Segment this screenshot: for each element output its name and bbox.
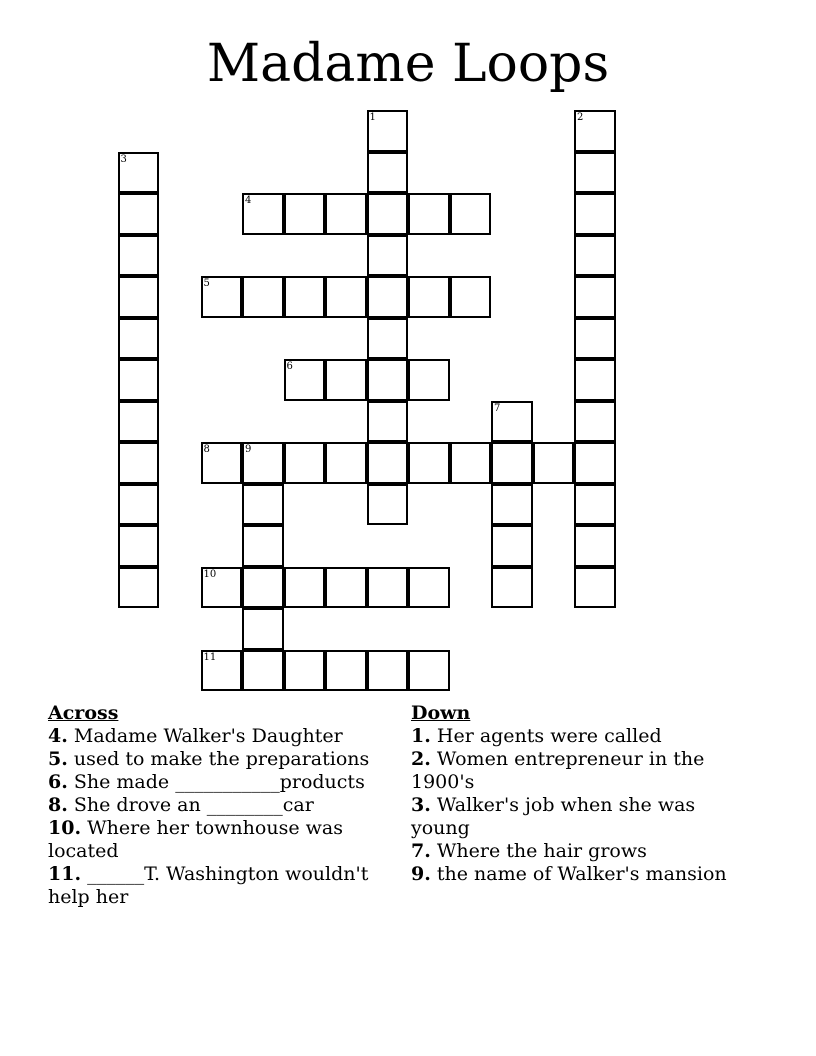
grid-cell[interactable] — [574, 235, 616, 277]
clue-item — [48, 794, 388, 817]
grid-cell[interactable] — [201, 442, 243, 484]
clue-number: 5 — [203, 278, 210, 289]
clue-number: 2 — [577, 112, 584, 123]
grid-cell[interactable] — [408, 442, 450, 484]
clue-item — [411, 725, 756, 748]
grid-cell[interactable] — [491, 525, 533, 567]
grid-cell[interactable] — [325, 193, 367, 235]
grid-cell[interactable] — [574, 359, 616, 401]
grid-cell[interactable] — [201, 276, 243, 318]
grid-cell[interactable] — [408, 359, 450, 401]
grid-cell[interactable] — [533, 442, 575, 484]
clue-item-text: Women entrepreneur in the 1900's — [411, 748, 705, 793]
clue-item-number: 4. — [48, 725, 68, 747]
clue-item — [411, 794, 756, 840]
clue-item — [48, 863, 388, 909]
grid-cell[interactable] — [242, 608, 284, 650]
grid-cell[interactable] — [408, 567, 450, 609]
clue-number: 9 — [245, 444, 252, 455]
grid-cell[interactable] — [118, 193, 160, 235]
clue-item-text: the name of Walker's mansion — [430, 863, 727, 885]
grid-cell[interactable] — [118, 525, 160, 567]
grid-cell[interactable] — [491, 567, 533, 609]
grid-cell[interactable] — [118, 318, 160, 360]
grid-cell[interactable] — [367, 484, 409, 526]
clue-number: 4 — [245, 195, 252, 206]
grid-cell[interactable] — [325, 359, 367, 401]
grid-cell[interactable] — [242, 525, 284, 567]
grid-cell[interactable] — [574, 442, 616, 484]
clue-item-text: used to make the preparations — [67, 748, 370, 770]
grid-cell[interactable] — [201, 567, 243, 609]
grid-cell[interactable] — [284, 442, 326, 484]
grid-cell[interactable] — [118, 359, 160, 401]
grid-cell[interactable] — [325, 650, 367, 692]
grid-cell[interactable] — [242, 276, 284, 318]
clue-item-number: 11. — [48, 863, 82, 885]
across-clues — [48, 701, 388, 909]
down-clue-list — [411, 725, 756, 886]
clue-item — [411, 863, 756, 886]
clue-item — [48, 771, 388, 794]
clue-number: 6 — [286, 361, 293, 372]
clue-item — [48, 748, 388, 771]
across-heading: Across — [48, 702, 119, 724]
grid-cell[interactable] — [284, 276, 326, 318]
clue-item-number: 5. — [48, 748, 68, 770]
grid-cell[interactable] — [450, 193, 492, 235]
clue-number: 11 — [203, 651, 217, 663]
grid-cell[interactable] — [118, 401, 160, 443]
clue-item-text: Where the hair grows — [430, 840, 647, 862]
grid-cell[interactable] — [325, 567, 367, 609]
grid-cell[interactable] — [450, 442, 492, 484]
clue-item-text: Where her townhouse was located — [48, 817, 343, 862]
grid-cell[interactable] — [367, 359, 409, 401]
clue-item-number: 3. — [411, 794, 431, 816]
clue-item-number: 1. — [411, 725, 431, 747]
clue-item-number: 9. — [411, 863, 431, 885]
grid-cell[interactable] — [118, 484, 160, 526]
grid-cell[interactable] — [118, 152, 160, 194]
grid-cell[interactable] — [574, 567, 616, 609]
grid-cell[interactable] — [284, 650, 326, 692]
grid-cell[interactable] — [574, 193, 616, 235]
grid-cell[interactable] — [367, 193, 409, 235]
clue-item — [411, 748, 756, 794]
grid-cell[interactable] — [574, 152, 616, 194]
grid-cell[interactable] — [491, 484, 533, 526]
clue-item-text: Walker's job when she was young — [411, 794, 696, 839]
across-clue-list — [48, 725, 388, 909]
clue-item-number: 7. — [411, 840, 431, 862]
grid-cell[interactable] — [284, 359, 326, 401]
grid-cell[interactable] — [574, 525, 616, 567]
grid-cell[interactable] — [491, 442, 533, 484]
clue-number: 1 — [369, 112, 376, 123]
grid-cell[interactable] — [367, 110, 409, 152]
clue-item — [411, 840, 756, 863]
grid-cell[interactable] — [284, 193, 326, 235]
grid-cell[interactable] — [118, 276, 160, 318]
down-clues — [411, 701, 756, 886]
clue-item-number: 10. — [48, 817, 82, 839]
grid-cell[interactable] — [201, 650, 243, 692]
grid-cell[interactable] — [242, 193, 284, 235]
grid-cell[interactable] — [118, 442, 160, 484]
clue-item-number: 8. — [48, 794, 68, 816]
down-heading: Down — [411, 702, 471, 724]
grid-cell[interactable] — [574, 318, 616, 360]
clue-number: 7 — [494, 402, 501, 414]
grid-cell[interactable] — [242, 484, 284, 526]
clue-item-text: She drove an ________car — [67, 794, 314, 816]
clue-item — [48, 725, 388, 748]
clue-item-text: Madame Walker's Daughter — [67, 725, 343, 747]
clue-item-number: 2. — [411, 748, 431, 770]
grid-cell[interactable] — [118, 567, 160, 609]
clue-number: 3 — [120, 153, 127, 165]
grid-cell[interactable] — [491, 401, 533, 443]
grid-cell[interactable] — [574, 110, 616, 152]
grid-cell[interactable] — [325, 442, 367, 484]
page-title: Madame Loops — [206, 34, 610, 94]
grid-cell[interactable] — [408, 276, 450, 318]
grid-cell[interactable] — [450, 276, 492, 318]
clue-item-number: 6. — [48, 771, 68, 793]
grid-cell[interactable] — [574, 401, 616, 443]
grid-cell[interactable] — [574, 484, 616, 526]
grid-cell[interactable] — [367, 152, 409, 194]
clue-item-text: She made ___________products — [67, 771, 365, 793]
clue-item — [48, 817, 388, 863]
grid-cell[interactable] — [367, 318, 409, 360]
grid-cell[interactable] — [408, 193, 450, 235]
grid-cell[interactable] — [242, 650, 284, 692]
grid-cell[interactable] — [574, 276, 616, 318]
clue-item-text: Her agents were called — [430, 725, 662, 747]
grid-cell[interactable] — [367, 401, 409, 443]
grid-cell[interactable] — [367, 276, 409, 318]
clue-number: 8 — [203, 444, 210, 455]
grid-cell[interactable] — [242, 567, 284, 609]
clue-number: 10 — [203, 568, 217, 580]
clue-item-text: ______T. Washington wouldn't help her — [48, 863, 369, 908]
grid-cell[interactable] — [367, 235, 409, 277]
grid-cell[interactable] — [367, 567, 409, 609]
grid-cell[interactable] — [367, 442, 409, 484]
grid-cell[interactable] — [284, 567, 326, 609]
grid-cell[interactable] — [408, 650, 450, 692]
grid-cell[interactable] — [242, 442, 284, 484]
grid-cell[interactable] — [367, 650, 409, 692]
grid-cell[interactable] — [325, 276, 367, 318]
grid-cell[interactable] — [118, 235, 160, 277]
